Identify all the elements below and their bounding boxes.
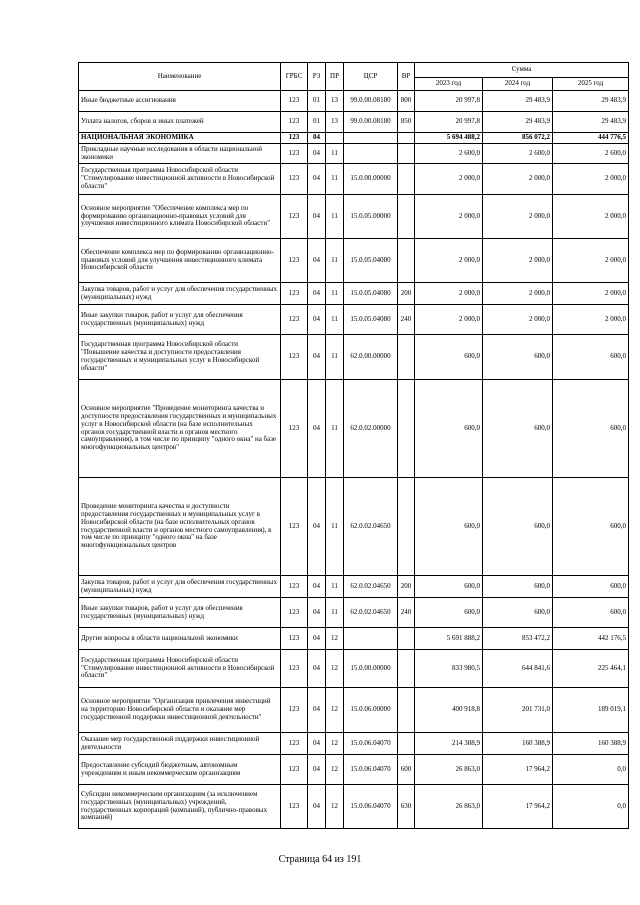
cell-2025: 444 776,5 — [553, 133, 629, 144]
cell-2023: 600,0 — [415, 598, 483, 628]
cell-vr: 200 — [398, 283, 415, 305]
cell-vr: 800 — [398, 91, 415, 112]
cell-name: Предоставление субсидий бюджетным, автономным учреждениям и иным некоммерческим организациям — [79, 755, 281, 785]
cell-vr — [398, 650, 415, 688]
cell-2023: 5 691 888,2 — [415, 628, 483, 650]
header-sum: Сумма — [415, 63, 629, 78]
table-row — [79, 628, 629, 650]
cell-name: Закупка товаров, работ и услуг для обеспечения государственных (муниципальных) нужд — [79, 576, 281, 598]
cell-pr: 12 — [326, 733, 344, 755]
cell-rz: 04 — [308, 195, 326, 239]
cell-rz: 04 — [308, 144, 326, 164]
cell-csr: 15.0.06.00000 — [344, 688, 398, 733]
cell-grbs: 123 — [281, 91, 308, 112]
table-row — [79, 133, 629, 144]
cell-grbs: 123 — [281, 688, 308, 733]
cell-csr: 62.0.00.00000 — [344, 335, 398, 380]
cell-rz: 04 — [308, 785, 326, 829]
table-row — [79, 305, 629, 335]
cell-2025: 189 019,1 — [553, 688, 629, 733]
cell-grbs: 123 — [281, 133, 308, 144]
cell-2024: 160 388,9 — [483, 733, 553, 755]
cell-2025: 600,0 — [553, 380, 629, 478]
cell-rz: 04 — [308, 164, 326, 195]
cell-csr: 99.0.00.08180 — [344, 91, 398, 112]
cell-name: Прикладные научные исследования в области национальной экономики — [79, 144, 281, 164]
cell-2023: 2 600,0 — [415, 144, 483, 164]
cell-2023: 2 000,0 — [415, 305, 483, 335]
cell-csr — [344, 628, 398, 650]
cell-vr: 850 — [398, 112, 415, 133]
cell-csr: 15.0.05.04080 — [344, 239, 398, 283]
cell-pr: 12 — [326, 628, 344, 650]
page-number: Страница 64 из 191 — [278, 854, 362, 865]
cell-grbs: 123 — [281, 650, 308, 688]
cell-2023: 26 863,0 — [415, 755, 483, 785]
cell-2023: 400 918,8 — [415, 688, 483, 733]
cell-csr: 15.0.06.04070 — [344, 755, 398, 785]
cell-pr: 11 — [326, 144, 344, 164]
cell-name: Обеспечение комплекса мер по формированию организационно-правовых условий для улучшения инвестиционного климата Новосибирской области — [79, 239, 281, 283]
cell-2025: 600,0 — [553, 478, 629, 576]
cell-csr: 62.0.02.00000 — [344, 380, 398, 478]
table-row — [79, 598, 629, 628]
cell-vr — [398, 133, 415, 144]
cell-2024: 2 000,0 — [483, 283, 553, 305]
cell-2024: 17 964,2 — [483, 755, 553, 785]
cell-2024: 2 600,0 — [483, 144, 553, 164]
cell-2024: 644 841,6 — [483, 650, 553, 688]
cell-vr: 240 — [398, 305, 415, 335]
cell-2025: 0,0 — [553, 755, 629, 785]
cell-grbs: 123 — [281, 305, 308, 335]
cell-name: Оказание мер государственной поддержки инвестиционной деятельности — [79, 733, 281, 755]
cell-2024: 856 072,2 — [483, 133, 553, 144]
cell-csr: 62.0.02.04650 — [344, 478, 398, 576]
cell-2025: 600,0 — [553, 335, 629, 380]
cell-vr — [398, 380, 415, 478]
cell-vr: 200 — [398, 576, 415, 598]
cell-name: Иные закупки товаров, работ и услуг для обеспечения государственных (муниципальных) нужд — [79, 305, 281, 335]
header-pr: ПР — [326, 63, 344, 91]
cell-2023: 600,0 — [415, 478, 483, 576]
cell-grbs: 123 — [281, 164, 308, 195]
cell-pr: 11 — [326, 239, 344, 283]
cell-name: НАЦИОНАЛЬНАЯ ЭКОНОМИКА — [79, 133, 281, 144]
cell-csr: 99.0.00.08180 — [344, 112, 398, 133]
table-row — [79, 688, 629, 733]
cell-2023: 2 000,0 — [415, 239, 483, 283]
cell-rz: 04 — [308, 478, 326, 576]
cell-grbs: 123 — [281, 112, 308, 133]
cell-csr: 15.0.06.04070 — [344, 733, 398, 755]
cell-name: Основное мероприятие "Проведение мониторинга качества и доступности предоставления государственных и муниципальных услуг в Новосибирской области (на базе исполнительных органов государственной власти и органов местного самоуправления), в том числе по принципу "одного окна" на базе многофункциональных центров" — [79, 380, 281, 478]
cell-vr: 240 — [398, 598, 415, 628]
cell-rz: 04 — [308, 239, 326, 283]
cell-rz: 01 — [308, 91, 326, 112]
cell-pr: 12 — [326, 688, 344, 733]
cell-vr — [398, 239, 415, 283]
cell-pr: 13 — [326, 112, 344, 133]
header-grbs: ГРБС — [281, 63, 308, 91]
cell-pr: 11 — [326, 478, 344, 576]
cell-name: Государственная программа Новосибирской области "Повышение качества и доступности предоставления государственных и муниципальных услуг в Новосибирской области" — [79, 335, 281, 380]
budget-table — [78, 62, 629, 829]
cell-name: Иные бюджетные ассигнования — [79, 91, 281, 112]
table-row — [79, 91, 629, 112]
table-row — [79, 650, 629, 688]
cell-2024: 600,0 — [483, 380, 553, 478]
cell-2024: 2 000,0 — [483, 239, 553, 283]
cell-pr: 11 — [326, 283, 344, 305]
cell-rz: 04 — [308, 576, 326, 598]
cell-2023: 600,0 — [415, 380, 483, 478]
cell-csr: 15.0.05.04080 — [344, 305, 398, 335]
cell-grbs: 123 — [281, 144, 308, 164]
cell-vr — [398, 688, 415, 733]
cell-pr: 11 — [326, 305, 344, 335]
cell-2023: 2 000,0 — [415, 283, 483, 305]
table-row — [79, 335, 629, 380]
header-vr: ВР — [398, 63, 415, 91]
cell-2024: 600,0 — [483, 598, 553, 628]
table-body — [79, 91, 629, 829]
cell-vr: 630 — [398, 785, 415, 829]
cell-vr: 600 — [398, 755, 415, 785]
cell-name: Государственная программа Новосибирской области "Стимулирование инвестиционной активности в Новосибирской области" — [79, 650, 281, 688]
cell-rz: 04 — [308, 650, 326, 688]
table-row — [79, 576, 629, 598]
cell-pr: 11 — [326, 598, 344, 628]
table-row — [79, 785, 629, 829]
cell-name: Государственная программа Новосибирской области "Стимулирование инвестиционной активности в Новосибирской области" — [79, 164, 281, 195]
cell-grbs: 123 — [281, 755, 308, 785]
table-row — [79, 478, 629, 576]
cell-2024: 29 483,9 — [483, 91, 553, 112]
cell-2023: 20 997,8 — [415, 112, 483, 133]
cell-pr: 12 — [326, 785, 344, 829]
cell-rz: 04 — [308, 133, 326, 144]
cell-2025: 2 000,0 — [553, 239, 629, 283]
cell-vr — [398, 733, 415, 755]
cell-2023: 26 863,0 — [415, 785, 483, 829]
cell-name: Основное мероприятие "Организация привлечения инвестиций на территорию Новосибирской области и оказание мер государственной поддержки инвестиционной деятельности" — [79, 688, 281, 733]
cell-pr: 11 — [326, 576, 344, 598]
cell-csr: 15.0.00.00000 — [344, 650, 398, 688]
cell-csr: 62.0.02.04650 — [344, 598, 398, 628]
cell-pr: 11 — [326, 195, 344, 239]
cell-grbs: 123 — [281, 628, 308, 650]
header-year-2024: 2024 год — [483, 78, 553, 91]
cell-2025: 600,0 — [553, 576, 629, 598]
cell-rz: 04 — [308, 688, 326, 733]
cell-2023: 2 000,0 — [415, 164, 483, 195]
cell-2025: 2 000,0 — [553, 305, 629, 335]
cell-name: Другие вопросы в области национальной экономики — [79, 628, 281, 650]
cell-2025: 600,0 — [553, 598, 629, 628]
cell-2023: 600,0 — [415, 335, 483, 380]
cell-rz: 04 — [308, 598, 326, 628]
cell-grbs: 123 — [281, 239, 308, 283]
cell-grbs: 123 — [281, 576, 308, 598]
cell-pr: 11 — [326, 335, 344, 380]
table-row — [79, 195, 629, 239]
cell-pr: 11 — [326, 164, 344, 195]
table-row — [79, 283, 629, 305]
cell-2024: 600,0 — [483, 478, 553, 576]
cell-name: Проведение мониторинга качества и доступности предоставления государственных и муниципальных услуг в Новосибирской области (на базе исполнительных органов государственной власти и органов местного самоуправления), в том числе по принципу "одного окна" на базе многофункциональных центров — [79, 478, 281, 576]
cell-csr: 15.0.00.00000 — [344, 164, 398, 195]
cell-grbs: 123 — [281, 335, 308, 380]
cell-2025: 29 483,9 — [553, 112, 629, 133]
cell-2024: 2 000,0 — [483, 195, 553, 239]
cell-2024: 201 731,0 — [483, 688, 553, 733]
cell-2024: 2 000,0 — [483, 305, 553, 335]
cell-2024: 600,0 — [483, 335, 553, 380]
cell-csr — [344, 144, 398, 164]
cell-pr: 11 — [326, 380, 344, 478]
table-row — [79, 164, 629, 195]
header-rz: РЗ — [308, 63, 326, 91]
cell-2024: 600,0 — [483, 576, 553, 598]
cell-csr: 15.0.05.00000 — [344, 195, 398, 239]
cell-rz: 04 — [308, 755, 326, 785]
cell-pr: 12 — [326, 755, 344, 785]
table-row — [79, 144, 629, 164]
cell-pr — [326, 133, 344, 144]
cell-csr — [344, 133, 398, 144]
cell-2025: 29 483,9 — [553, 91, 629, 112]
cell-2024: 2 000,0 — [483, 164, 553, 195]
cell-vr — [398, 628, 415, 650]
table-row — [79, 380, 629, 478]
cell-2024: 17 964,2 — [483, 785, 553, 829]
cell-pr: 12 — [326, 650, 344, 688]
cell-grbs: 123 — [281, 380, 308, 478]
cell-2023: 2 000,0 — [415, 195, 483, 239]
table-row — [79, 755, 629, 785]
cell-2025: 2 000,0 — [553, 195, 629, 239]
cell-2025: 2 000,0 — [553, 164, 629, 195]
cell-grbs: 123 — [281, 478, 308, 576]
cell-2025: 160 388,9 — [553, 733, 629, 755]
table-row — [79, 733, 629, 755]
cell-rz: 04 — [308, 628, 326, 650]
cell-name: Иные закупки товаров, работ и услуг для обеспечения государственных (муниципальных) нужд — [79, 598, 281, 628]
cell-grbs: 123 — [281, 283, 308, 305]
cell-rz: 04 — [308, 733, 326, 755]
cell-name: Закупка товаров, работ и услуг для обеспечения государственных (муниципальных) нужд — [79, 283, 281, 305]
cell-vr — [398, 144, 415, 164]
cell-rz: 04 — [308, 283, 326, 305]
table-header — [79, 63, 629, 91]
cell-grbs: 123 — [281, 785, 308, 829]
header-year-2023: 2023 год — [415, 78, 483, 91]
cell-name: Субсидии некоммерческим организациям (за исключением государственных (муниципальных) учреждений, государственных корпораций (компаний), публично-правовых компаний) — [79, 785, 281, 829]
cell-2024: 29 483,9 — [483, 112, 553, 133]
header-year-2025: 2025 год — [553, 78, 629, 91]
cell-vr — [398, 335, 415, 380]
cell-name: Уплата налогов, сборов и иных платежей — [79, 112, 281, 133]
cell-2025: 0,0 — [553, 785, 629, 829]
cell-rz: 04 — [308, 335, 326, 380]
cell-csr: 62.0.02.04650 — [344, 576, 398, 598]
cell-rz: 04 — [308, 305, 326, 335]
cell-2025: 2 600,0 — [553, 144, 629, 164]
cell-csr: 15.0.06.04070 — [344, 785, 398, 829]
cell-pr: 13 — [326, 91, 344, 112]
header-csr: ЦСР — [344, 63, 398, 91]
header-name: Наименование — [79, 63, 281, 91]
cell-2023: 833 980,5 — [415, 650, 483, 688]
cell-2023: 600,0 — [415, 576, 483, 598]
cell-grbs: 123 — [281, 598, 308, 628]
cell-name: Основное мероприятие "Обеспечение комплекса мер по формированию организационно-правовых условий для улучшения инвестиционного климата Новосибирской области" — [79, 195, 281, 239]
table-row — [79, 239, 629, 283]
cell-vr — [398, 478, 415, 576]
cell-vr — [398, 195, 415, 239]
cell-2023: 5 694 488,2 — [415, 133, 483, 144]
cell-2024: 853 472,2 — [483, 628, 553, 650]
cell-rz: 04 — [308, 380, 326, 478]
cell-grbs: 123 — [281, 733, 308, 755]
table-row — [79, 112, 629, 133]
cell-csr: 15.0.05.04080 — [344, 283, 398, 305]
cell-2023: 20 997,8 — [415, 91, 483, 112]
cell-vr — [398, 164, 415, 195]
cell-2025: 442 176,5 — [553, 628, 629, 650]
cell-2025: 2 000,0 — [553, 283, 629, 305]
cell-grbs: 123 — [281, 195, 308, 239]
cell-2025: 225 464,1 — [553, 650, 629, 688]
cell-2023: 214 388,9 — [415, 733, 483, 755]
cell-rz: 01 — [308, 112, 326, 133]
